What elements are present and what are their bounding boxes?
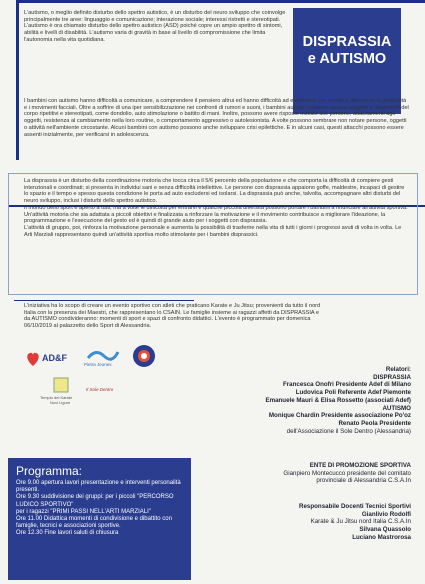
speaker-line: Francesca Onofri Presidente Adef di Milano — [282, 381, 411, 389]
csain-emblem-icon — [132, 344, 156, 368]
program-item: per i ragazzi "PRIMI PASSI NELL'ARTI MARZIALI" — [16, 508, 151, 515]
program-heading: Programma: — [16, 464, 83, 478]
speaker-line: Emanuele Mauri & Elisa Rossetto (associati Adef) — [265, 396, 411, 404]
adef-logo-text: AD&F — [42, 353, 67, 363]
tempio-logo-subtext: Novi Ligure — [50, 400, 71, 405]
speaker-line: Monique Chardin Presidente associazione Po'oz — [268, 412, 411, 420]
wave-icon — [84, 346, 122, 362]
program-box — [8, 458, 191, 580]
dyspraxia-paragraph: Il mondo dello sport è aperto a tutti, ma a volte le difficoltà per entrarvi e qualche piccola diversità possono portare i bambini a rinunciare all'attività sportiva. Un'attività motoria che sia adattata a piccoli obiettivi e finalizzata a rinforzare la motivazione e il movimento contribuisce a migliorare l'ideazione, la programmazione e l'esecuzione del gesto ed è quindi di grande aiuto per i soggetti con disprassia. — [24, 204, 408, 225]
initiative-paragraph: L'iniziativa ha lo scopo di creare un evento sportivo con atleti che praticano Karate e Ju Jitsu; provenienti da tutto il nord Italia con la presenza dei Maestri, che rappresentano lo CSAIN. Le famiglie insieme ai ragazzi affetti da DISPRASSIA e da AUTISMO condivideranno: momenti di sport e spazi di confronto didattici. L'evento è programmato per domenica 06/10/2019 al palazzetto dello Sport di Alessandria. — [24, 303, 321, 330]
initiative-divider — [14, 300, 194, 301]
intro-text-narrow — [24, 10, 286, 44]
instructor-line: Karate & Ju Jitsu nord Italia C.S.A.In — [310, 518, 411, 526]
intro-paragraph: I bambini con autismo hanno difficoltà a comunicare, a comprendere il pensiero altrui ed hanno difficoltà ad esprimersi con parole o attraverso la gestualità e i movimenti facciali. Oltre a soffrire di una iper sensibilizzazione nei confronti di rumori e suoni, i bambini autistici possono essere soggetti a movimenti del corpo ripetitivi e stereotipati, come dondolio, auto stimolazione o battito di mani. Inoltre, possono avere risposte insolite alle persone, attaccamenti agli oggetti, resistenza al cambiamento nella loro routine, o comportamento aggressivo o autolesionista. A volte possono sembrare non notare persone, oggetti o attività nell'ambiente circostante. Alcuni bambini con autismo possono anche sviluppare crisi epilettiche. E in alcuni casi, questi attacchi possono essere assenti inizialmente, per verificarsi in adolescenza. — [24, 98, 409, 138]
program-item: Ore 11.00 Didattica momenti di condivisione e dibattito con famiglie, tecnici e associazioni sportive. — [16, 516, 172, 530]
instructors-block — [299, 503, 411, 542]
promotion-line: provinciale di Alessandria C.S.A.In — [316, 477, 411, 485]
adef-logo — [24, 348, 76, 370]
dyspraxia-paragraph: L'attività di gruppo, poi, rinforza la motivazione personale e aumenta la possibilità di trasferire nella vita di tutti i giorni i progressi avuti di volta in volta. Le Arti Marziali rappresentano quindi un'attività sportiva molto stimolante per i bambini disprassici. — [24, 224, 402, 238]
tempio-karate-logo — [42, 376, 82, 406]
pietra-logo — [84, 346, 122, 374]
sole-dentro-logo — [86, 378, 116, 392]
program-item: Ore 9.30 suddivisione dei gruppi: per i piccoli "PERCORSO LUDICO SPORTIVO" — [16, 494, 174, 508]
speaker-line: Renato Peola Presidente — [338, 419, 411, 427]
initiative-text — [24, 303, 324, 330]
instructor-line: Luciano Mastrorosa — [352, 533, 411, 541]
intro-paragraph: L'autismo, o meglio definito disturbo dello spettro autistico, è un disturbo del neuro sviluppo che coinvolge principalmente tre aree: linguaggio e comunicazione; interazione sociale; interessi ristretti e stereotipati. — [24, 10, 286, 23]
pietra-logo-text: Pietra Jeunes — [84, 362, 112, 367]
dyspraxia-text — [24, 178, 410, 238]
dyspraxia-paragraph: La disprassia è un disturbo della coordinazione motoria che tocca circa il 5/6 percento della popolazione e che comporta la difficoltà di compiere gesti intenzionali e coordinati; si presenta in individui sani e senza difficoltà intellettive. Le persone con disprassia appaiono goffe, maldestre, incapaci di gestire lo spazio e il tempo e spesso questa condizione le porta ad auto escludersi ed isolarsi. La disprassia può anche, talvolta, accompagnare altri disturbi del neuro sviluppo, inclusi i disturbi dello spettro autistico. — [24, 178, 405, 205]
intro-paragraph: L'autismo è ora chiamato disturbo dello spettro autistico (ASD) poiché copre un ampio spettro di sintomi, abilità e livelli di disabilità. L'autismo varia di gravità in base al livello di compromissione che limita l'autonomia nella vita quotidiana. — [24, 23, 283, 43]
speakers-heading: Relatori: — [385, 366, 411, 373]
speaker-line: dell'Associazione il Sole Dentro (Alessandria) — [286, 427, 411, 435]
instructor-line: Gianlivio Rodolfi — [361, 510, 411, 518]
sole-dentro-text: Il Sole Dentro — [86, 387, 114, 392]
tempio-logo-text: Tempio del Karate — [40, 395, 73, 400]
program-item: Ore 9.00 apertura lavori presentazione e interventi personalità presenti. — [16, 480, 181, 494]
speaker-line: DISPRASSIA — [373, 373, 411, 381]
instructors-heading: Responsabile Docenti Tecnici Sportivi — [299, 503, 411, 510]
title-line-2: e AUTISMO — [307, 51, 387, 67]
intro-text-wide — [24, 98, 410, 138]
promotion-line: Gianpiero Montecucco presidente del comitato — [283, 469, 411, 477]
program-item: Ore 12.30 Fine lavori saluti di chiusura — [16, 530, 119, 537]
top-bar — [16, 0, 425, 3]
top-left-bar — [16, 0, 19, 160]
tempio-emblem-icon — [42, 376, 82, 396]
title-line-1: DISPRASSIA — [302, 34, 392, 50]
speaker-line: AUTISMO — [382, 404, 411, 412]
speakers-block — [265, 366, 411, 435]
speaker-line: Ludovica Poli Referente Adef Piemonte — [295, 389, 411, 397]
csain-logo — [132, 344, 156, 368]
promotion-block — [283, 462, 411, 485]
instructor-line: Silvana Quassolo — [359, 526, 411, 534]
promotion-heading: ENTE DI PROMOZIONE SPORTIVA — [309, 462, 411, 469]
